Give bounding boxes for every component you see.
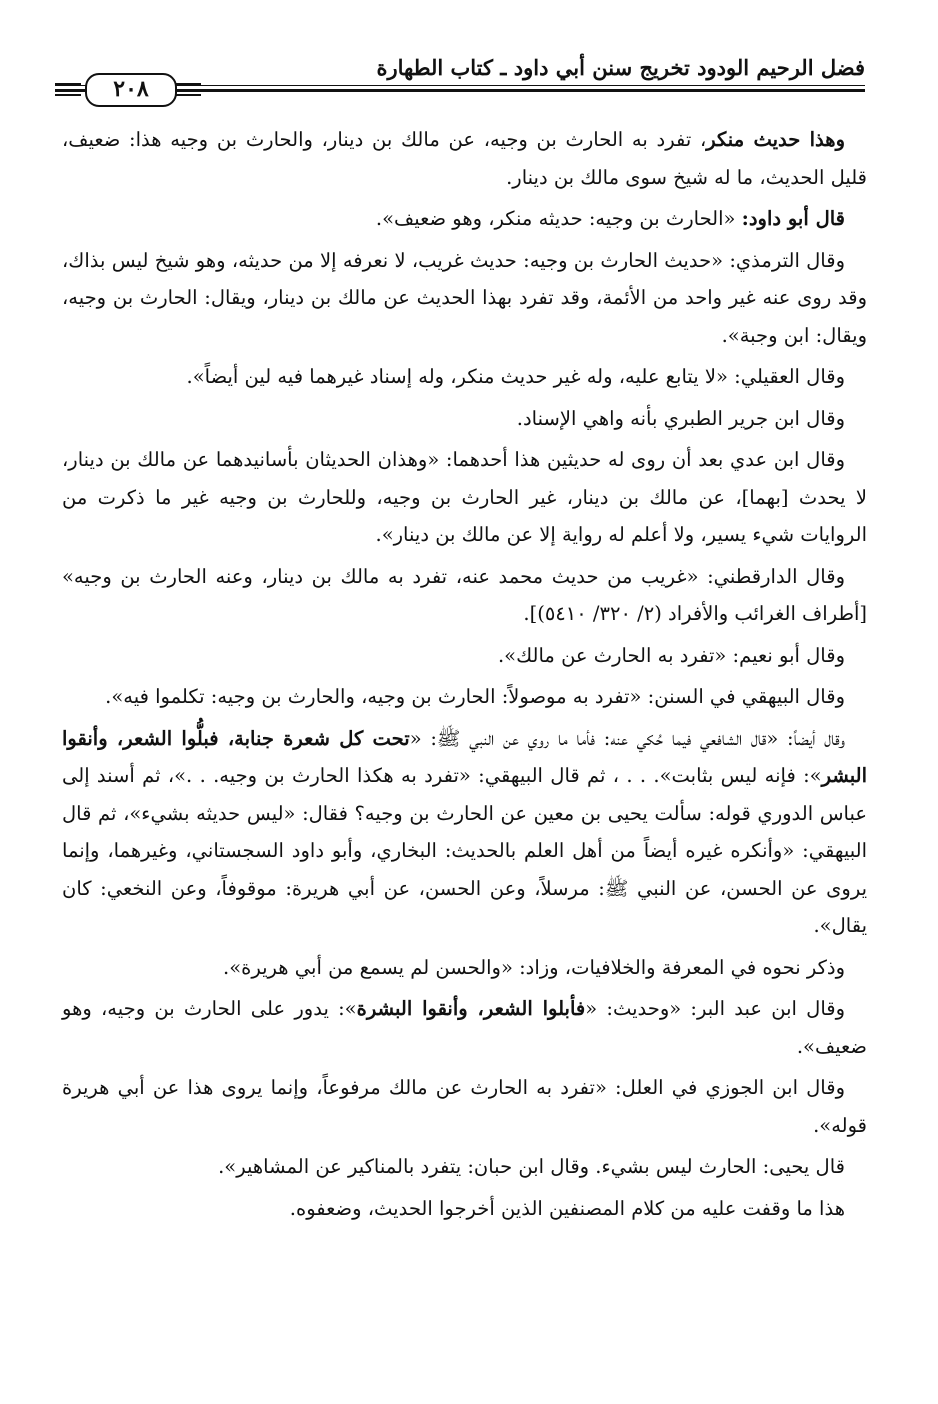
text-run: قال يحيى: الحارث ليس بشيء. وقال ابن حبان: يتفرد بالمناكير عن المشاهير». [218,1155,845,1178]
paragraph [62,242,867,355]
bold-text: فأبلوا الشعر، وأنقوا البشرة [356,997,586,1020]
text-run: وقال الترمذي: «حديث الحارث بن وجيه: حديث غريب، لا نعرفه إلا من حديثه، وهو شيخ ليس بذاك، وقد روى عنه غير واحد من الأئمة، وقد تفرد بهذا الحديث عن مالك بن دينار، ويقال: الحارث بن وجيه، ويقال: ابن وجبة». [62,248,867,347]
text-run: وذكر نحوه في المعرفة والخلافيات، وزاد: «والحسن لم يسمع من أبي هريرة». [223,955,845,979]
text-run: وقال العقيلي: «لا يتابع عليه، وله غير حديث منكر، وله إسناد غيرهما فيه لين أيضاً». [186,365,845,388]
text-run: وقال أيضاً: «قال الشافعي فيما حُكي عنه: فأما ما روي عن النبي ﷺ: « [409,726,845,750]
paragraph [62,990,867,1065]
paragraph [62,441,867,554]
text-run: وقال الدارقطني: «غريب من حديث محمد عنه، تفرد به مالك بن دينار، وعنه الحارث بن وجيه» [أطراف الغرائب والأفراد (٢/ ٣٢٠/ ٥٤١٠)]. [62,564,867,625]
paragraph [62,1148,867,1186]
text-run: وقال ابن عدي بعد أن روى له حديثين هذا أحدهما: «وهذان الحديثان بأسانيدهما عن مالك بن دينار، لا يحدث [بهما]، عن مالك بن دينار، غير الحارث بن وجيه، وللحارث بن وجيه غير ما ذكرت من الروايات شيء يسير، ولا أعلم له رواية إلا عن مالك بن دينار». [62,448,867,546]
ornament-dash-right [175,83,201,96]
bold-text: تحت كل شعرة جنابة، فبلُّوا الشعر، وأنقوا البشر [62,726,867,787]
page-header [55,45,865,105]
paragraph [62,1069,867,1144]
paragraph [62,1190,867,1228]
text-run: وقال البيهقي في السنن: «تفرد به موصولاً: الحارث بن وجيه، والحارث بن وجيه: تكلموا فيه». [105,685,845,708]
paragraph [62,678,867,716]
text-run: «الحارث بن وجيه: حديثه منكر، وهو ضعيف». [375,207,742,230]
page-number-ornament [55,73,175,103]
text-run: وقال ابن عبد البر: «وحديث: « [585,997,846,1020]
text-run: »: فإنه ليس بثابت». . . ، ثم قال البيهقي: «تفرد به هكذا الحارث بن وجيه. . .»، ثم أسند إلى عباس الدوري قوله: سألت يحيى بن معين عن الحارث بن وجيه؟ فقال: «ليس حديثه بشيء»، ثم قال البيهقي: «وأنكره غيره أيضاً من أهل العلم بالحديث: البخاري، وأبو داود السجستاني، وغيرهما، وإنما يروى عن الحسن، عن النبي ﷺ: مرسلاً، وعن الحسن، عن أبي هريرة: موقوفاً، وعن النخعي: كان يقال». [62,764,867,937]
main-text [62,121,867,1231]
paragraph [62,949,867,987]
paragraph [62,637,867,675]
paragraph [62,558,867,633]
text-run: وقال ابن جرير الطبري بأنه واهي الإسناد. [516,406,845,430]
text-run: وقال ابن الجوزي في العلل: «تفرد به الحارث عن مالك مرفوعاً، وإنما يروى هذا عن أبي هريرة قوله». [62,1076,867,1137]
text-run: »: يدور على الحارث بن وجيه، وهو ضعيف». [62,997,867,1058]
text-run: ، تفرد به الحارث بن وجيه، عن مالك بن دينار، والحارث بن وجيه هذا: ضعيف، قليل الحديث، ما له شيخ سوى مالك بن دينار. [62,128,867,189]
ornament-dash-left [55,83,81,96]
paragraph [62,720,867,945]
bold-text: قال أبو داود: [741,207,845,230]
paragraph [62,121,867,196]
running-title: فضل الرحيم الودود تخريج سنن أبي داود ـ كتاب الطهارة [376,55,865,80]
paragraph [62,358,867,396]
bold-text: وهذا حديث منكر [706,128,845,151]
paragraph [62,400,867,438]
paragraph [62,200,867,238]
text-run: هذا ما وقفت عليه من كلام المصنفين الذين أخرجوا الحديث، وضعفوه. [289,1196,845,1220]
page-number: ٢٠٨ [85,73,177,107]
text-run: وقال أبو نعيم: «تفرد به الحارث عن مالك». [497,643,845,667]
